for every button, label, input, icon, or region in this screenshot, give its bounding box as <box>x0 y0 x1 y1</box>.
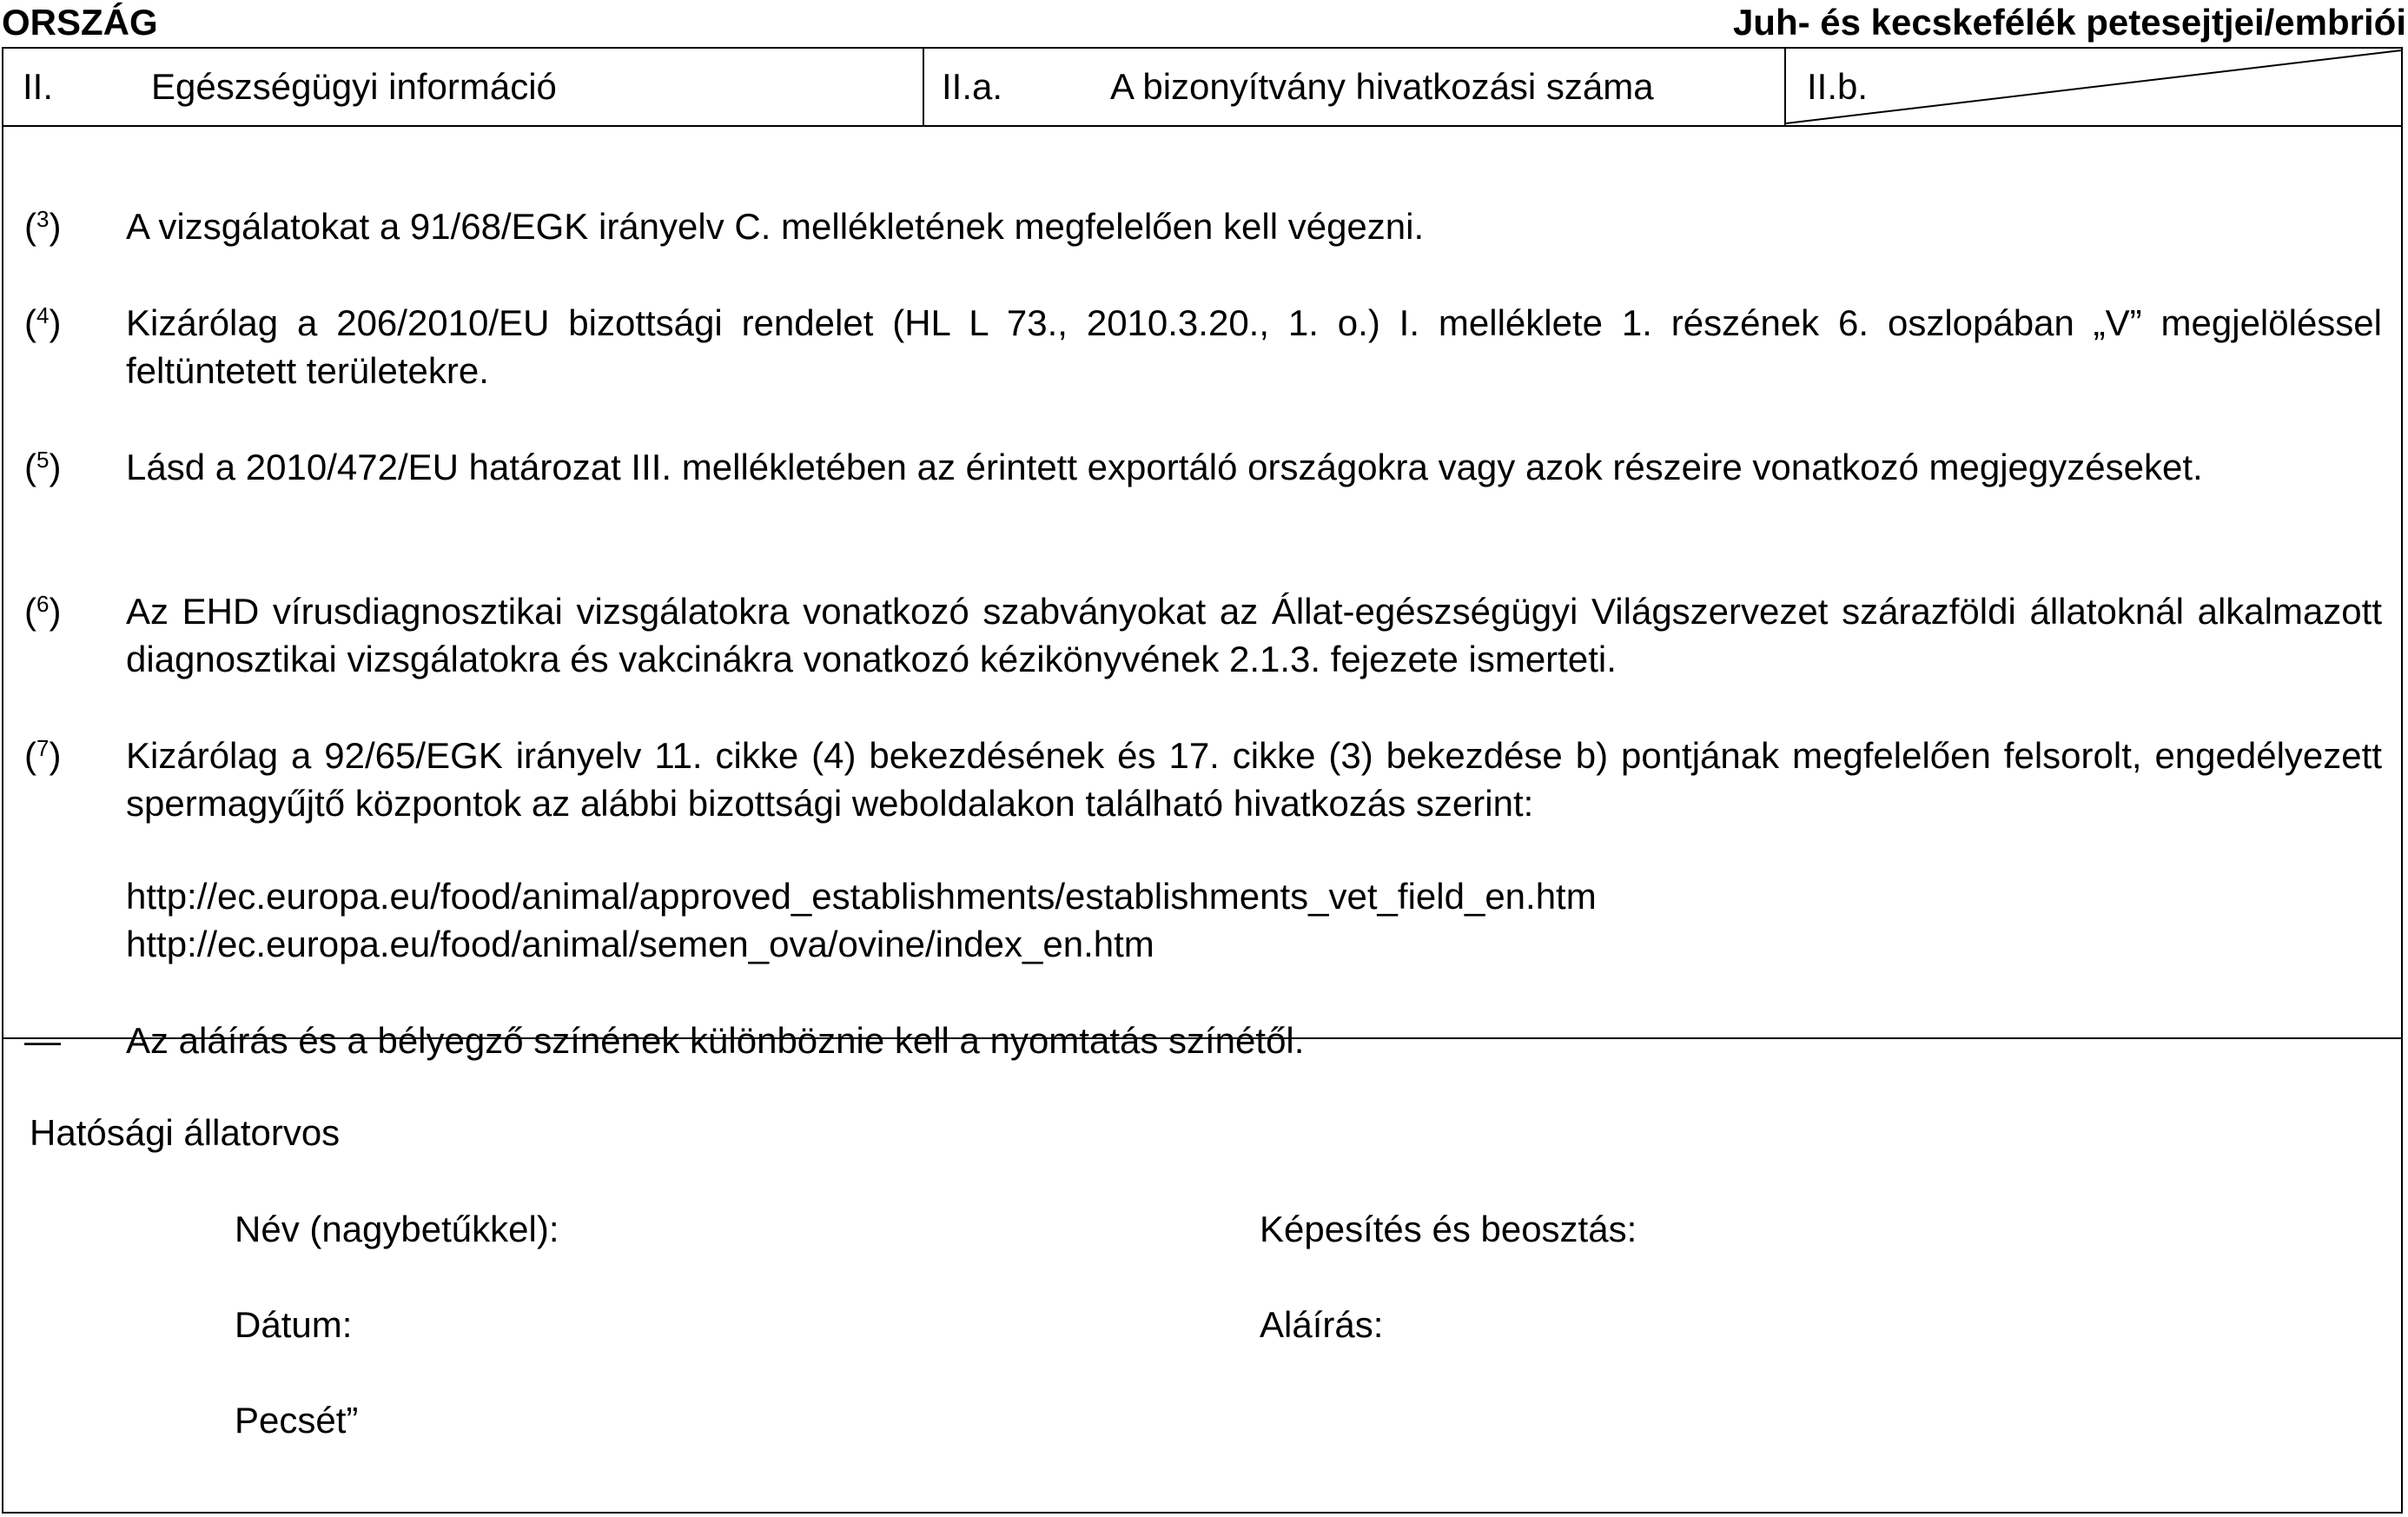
footnote-number: ($^3$) <box>24 206 62 247</box>
subsection-b-number: II.b. <box>1807 66 1869 107</box>
certificate-title: Juh- és kecskefélék petesejtjei/embriói <box>1732 2 2406 43</box>
signature-label: Aláírás: <box>1260 1304 1384 1345</box>
footnote-text: A vizsgálatokat a 91/68/EGK irányelv C. mellékletének megfelelően kell végezni. <box>126 206 1425 247</box>
footnotes <box>3 127 2401 1061</box>
official-veterinarian-title: Hatósági állatorvos <box>30 1112 341 1153</box>
section-number: II. <box>23 66 54 107</box>
qualification-label: Képesítés és beosztás: <box>1260 1209 1637 1249</box>
signature-block <box>3 1039 2401 1514</box>
subsection-a-title: A bizonyítvány hivatkozási száma <box>1110 66 1654 107</box>
name-label: Név (nagybetűkkel): <box>235 1209 559 1249</box>
reference-diagonal-line <box>3 49 2401 125</box>
dash-note-text: Az aláírás és a bélyegző színének különböznie kell a nyomtatás színétől. <box>126 1020 1305 1061</box>
footnote-text: Az EHD vírusdiagnosztikai vizsgálatokra vonatkozó szabványokat az Állat-egészségügyi Világszervezet szárazföldi állatoknál alkalmazott diagnosztikai vizsgálatokra és vakcinákra vonatkozó kézikönyvének 2.1.3. fejezete ismerteti. <box>126 591 2382 679</box>
approved-establishments-url: http://ec.europa.eu/food/animal/approved_establishments/establishments_vet_field_en.htm <box>126 876 1597 917</box>
footnote-text: Kizárólag a 206/2010/EU bizottsági rendelet (HL L 73., 2010.3.20., 1. o.) I. melléklete 1. részének 6. oszlopában „V” megjelöléssel feltüntetett területekre. <box>126 302 2382 391</box>
date-label: Dátum: <box>235 1304 353 1345</box>
footnote-number: ($^7$) <box>24 735 62 776</box>
certificate-frame <box>2 47 2403 1514</box>
stamp-label: Pecsét” <box>235 1400 359 1441</box>
footnote-number: ($^4$) <box>24 302 62 343</box>
subsection-a-number: II.a. <box>942 66 1003 107</box>
country-label: ORSZÁG <box>2 2 158 43</box>
semen-ova-url: http://ec.europa.eu/food/animal/semen_ova/ovine/index_en.htm <box>126 924 1154 964</box>
footnote-text: Kizárólag a 92/65/EGK irányelv 11. cikke (4) bekezdésének és 17. cikke (3) bekezdése b) pontjának megfelelően felsorolt, engedélyezett spermagyűjtő központok az alábbi bizottsági weboldalakon található hivatkozás szerint: <box>126 735 2382 824</box>
dash-marker: — <box>24 1020 61 1061</box>
footnote-number: ($^5$) <box>24 447 62 487</box>
footnote-text: Lásd a 2010/472/EU határozat III. mellékletében az érintett exportáló országokra vagy azok részeire vonatkozó megjegyzéseket. <box>126 447 2203 487</box>
footnote-number: ($^6$) <box>24 591 62 632</box>
section-title: Egészségügyi információ <box>151 66 557 107</box>
section-header <box>3 49 2401 127</box>
